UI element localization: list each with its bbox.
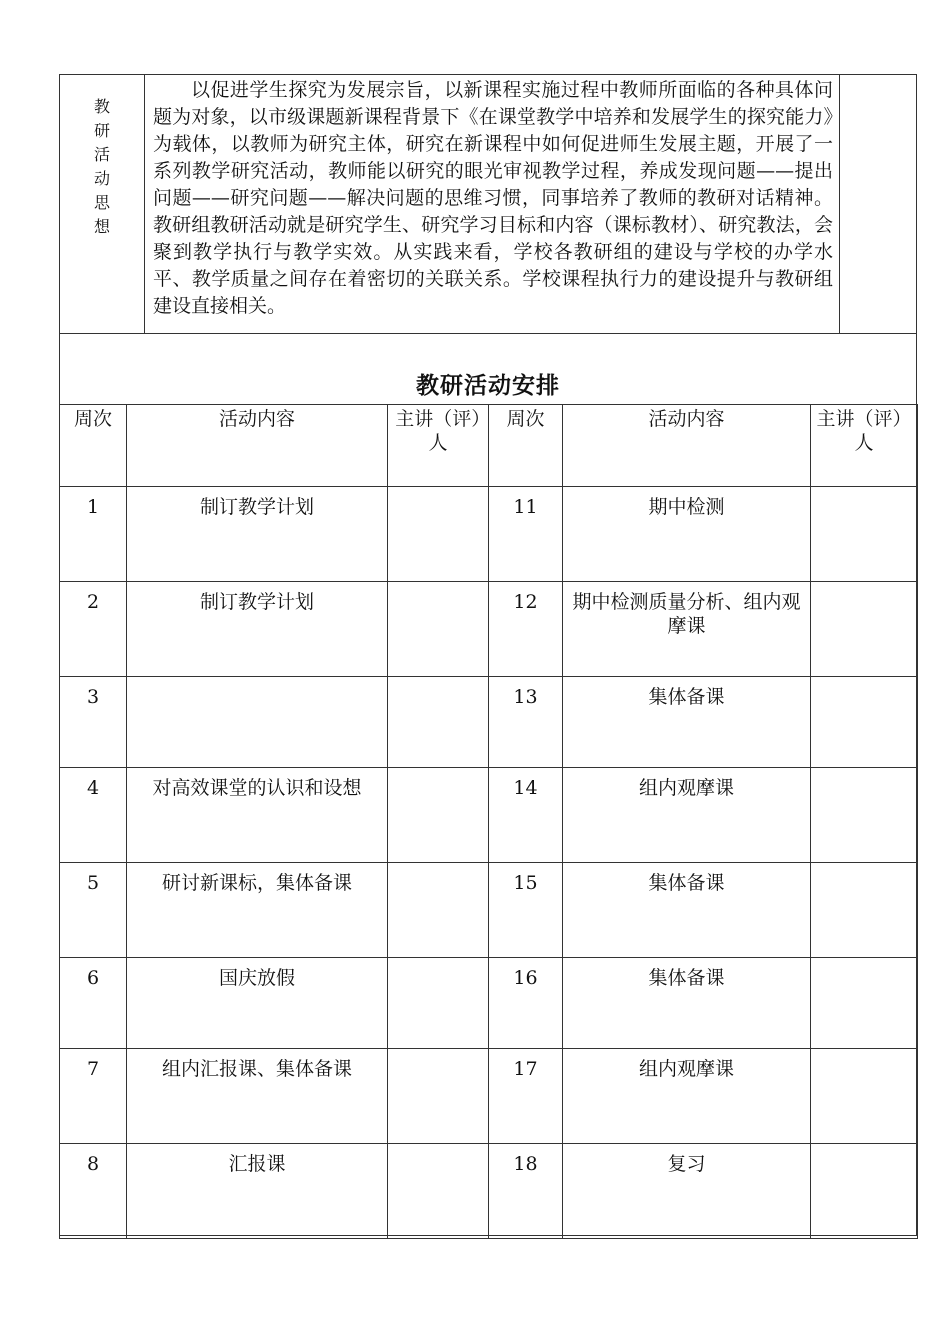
content-cell bbox=[127, 677, 388, 768]
research-thought-text: 以促进学生探究为发展宗旨，以新课程实施过程中教师所面临的各种具体问题为对象，以市级课题新课程背景下《在课堂教学中培养和发展学生的探究能力》为载体，以教师为研究主体，研究在新课程中如何促进师生发展主题，开展了一系列教学研究活动，教师能以研究的眼光审视教学过程，养成发现问题——提出问题——研究问题——解决问题的思维习惯，同事培养了教师的教研对话精神。教研组教研活动就是研究学生、研究学习目标和内容（课标教材）、研究教法，会聚到教学执行与教学实效。从实践来看，学校各教研组的建设与学校的办学水平、教学质量之间存在着密切的关联关系。学校课程执行力的建设提升与教研组建设直接相关。 bbox=[153, 79, 833, 317]
header-content: 活动内容 bbox=[127, 405, 388, 487]
speaker-cell bbox=[388, 487, 489, 582]
content-cell: 集体备课 bbox=[563, 677, 811, 768]
label-char: 研 bbox=[93, 121, 110, 140]
speaker-cell bbox=[388, 958, 489, 1049]
week-cell: 5 bbox=[60, 863, 127, 958]
content-cell: 组内汇报课、集体备课 bbox=[127, 1049, 388, 1144]
label-char: 教 bbox=[93, 97, 110, 116]
week-cell: 13 bbox=[489, 677, 563, 768]
schedule-title: 教研活动安排 bbox=[416, 372, 560, 399]
week-cell: 7 bbox=[60, 1049, 127, 1144]
header-speaker: 主讲（评）人 bbox=[388, 405, 489, 487]
week-cell: 16 bbox=[489, 958, 563, 1049]
content-cell: 组内观摩课 bbox=[563, 1049, 811, 1144]
speaker-cell bbox=[811, 582, 918, 677]
table-row bbox=[60, 582, 918, 677]
speaker-cell bbox=[811, 1144, 918, 1239]
content-cell: 复习 bbox=[563, 1144, 811, 1239]
content-cell: 组内观摩课 bbox=[563, 768, 811, 863]
week-cell: 4 bbox=[60, 768, 127, 863]
table-row bbox=[60, 768, 918, 863]
week-cell: 12 bbox=[489, 582, 563, 677]
research-thought-box bbox=[59, 74, 917, 334]
speaker-cell bbox=[811, 487, 918, 582]
table-row bbox=[60, 863, 918, 958]
speaker-cell bbox=[388, 863, 489, 958]
content-cell: 期中检测 bbox=[563, 487, 811, 582]
speaker-cell bbox=[388, 677, 489, 768]
header-week: 周次 bbox=[489, 405, 563, 487]
label-char: 思 bbox=[93, 193, 110, 212]
table-header-row bbox=[60, 405, 918, 487]
research-thought-label bbox=[60, 95, 144, 239]
divider bbox=[839, 75, 840, 333]
week-cell: 14 bbox=[489, 768, 563, 863]
table-row bbox=[60, 677, 918, 768]
week-cell: 3 bbox=[60, 677, 127, 768]
content-cell: 集体备课 bbox=[563, 958, 811, 1049]
week-cell: 17 bbox=[489, 1049, 563, 1144]
week-cell: 15 bbox=[489, 863, 563, 958]
table-row bbox=[60, 487, 918, 582]
week-cell: 6 bbox=[60, 958, 127, 1049]
table-row bbox=[60, 958, 918, 1049]
content-cell: 国庆放假 bbox=[127, 958, 388, 1049]
speaker-cell bbox=[811, 1049, 918, 1144]
content-cell: 期中检测质量分析、组内观摩课 bbox=[563, 582, 811, 677]
content-cell: 制订教学计划 bbox=[127, 582, 388, 677]
speaker-cell bbox=[388, 582, 489, 677]
label-char: 动 bbox=[93, 169, 110, 188]
header-week: 周次 bbox=[60, 405, 127, 487]
week-cell: 11 bbox=[489, 487, 563, 582]
speaker-cell bbox=[811, 863, 918, 958]
table-row bbox=[60, 1049, 918, 1144]
label-char: 想 bbox=[93, 217, 110, 236]
content-cell: 集体备课 bbox=[563, 863, 811, 958]
schedule-table bbox=[59, 404, 918, 1239]
header-content: 活动内容 bbox=[563, 405, 811, 487]
label-char: 活 bbox=[93, 145, 110, 164]
speaker-cell bbox=[811, 768, 918, 863]
content-cell: 对高效课堂的认识和设想 bbox=[127, 768, 388, 863]
week-cell: 2 bbox=[60, 582, 127, 677]
header-speaker: 主讲（评）人 bbox=[811, 405, 918, 487]
content-cell: 研讨新课标，集体备课 bbox=[127, 863, 388, 958]
content-cell: 汇报课 bbox=[127, 1144, 388, 1239]
content-cell: 制订教学计划 bbox=[127, 487, 388, 582]
speaker-cell bbox=[388, 1049, 489, 1144]
speaker-cell bbox=[388, 1144, 489, 1239]
divider bbox=[144, 75, 145, 333]
speaker-cell bbox=[811, 958, 918, 1049]
speaker-cell bbox=[388, 768, 489, 863]
week-cell: 8 bbox=[60, 1144, 127, 1239]
table-row bbox=[60, 1144, 918, 1239]
schedule-section bbox=[59, 333, 917, 1236]
week-cell: 1 bbox=[60, 487, 127, 582]
speaker-cell bbox=[811, 677, 918, 768]
week-cell: 18 bbox=[489, 1144, 563, 1239]
